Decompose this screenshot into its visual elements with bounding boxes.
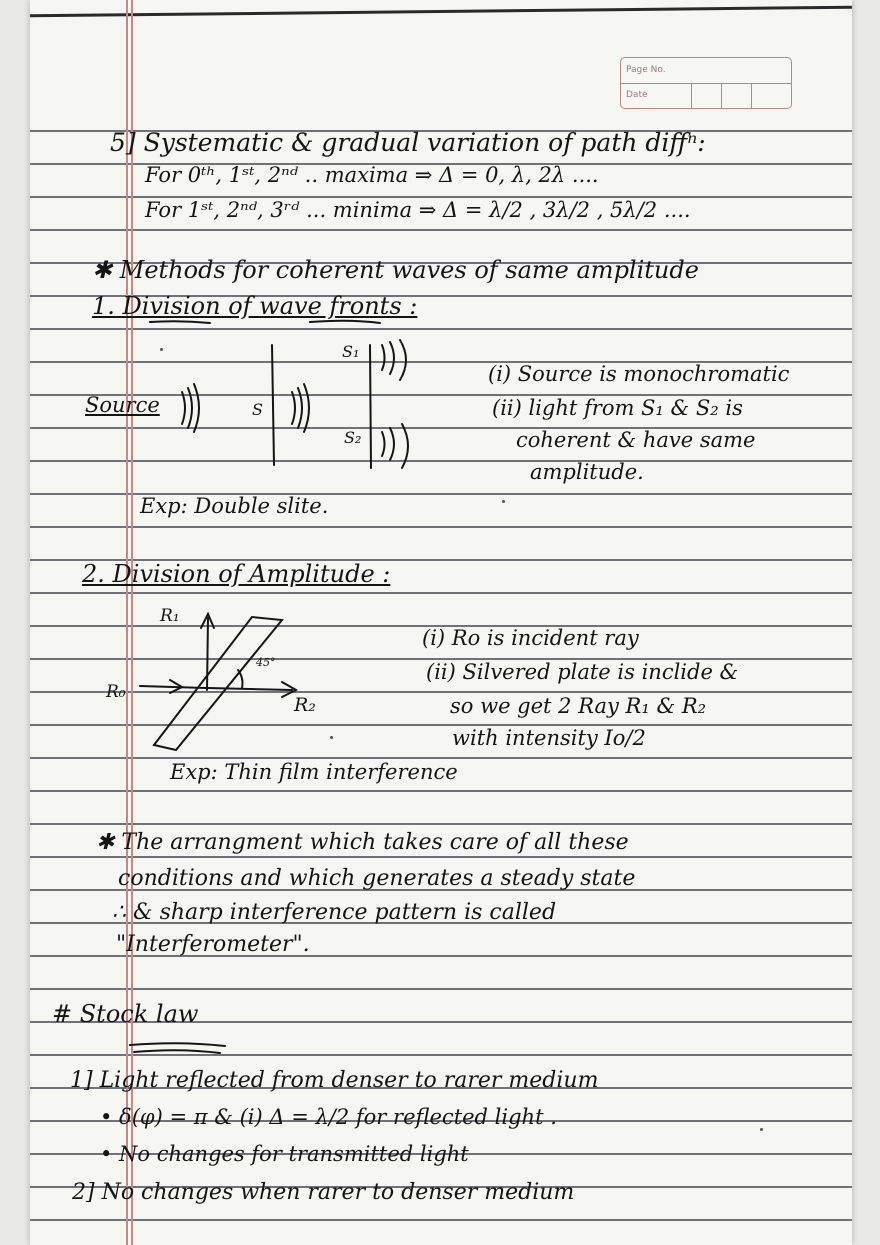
- wavefront-arc: [382, 432, 385, 456]
- ray-r0: [140, 686, 206, 688]
- method-1-note-1: (i) Source is monochromatic: [488, 362, 790, 386]
- interferometer-line-4: "Interferometer".: [116, 932, 310, 957]
- underline: [310, 321, 380, 323]
- date-label: Date: [626, 90, 648, 100]
- stock-law-item-1-bullet-1: • δ(φ) = π & (i) Δ = λ/2 for reflected light .: [100, 1105, 557, 1129]
- stock-law-heading: # Stock law: [52, 1000, 199, 1028]
- wavefront-arc: [382, 345, 385, 370]
- stock-law-item-1-bullet-2: • No changes for transmitted light: [100, 1142, 469, 1166]
- page-no-label: Page No.: [626, 65, 666, 75]
- ink-dot: [330, 736, 333, 739]
- stock-law-item-1: 1] Light reflected from denser to rarer medium: [70, 1068, 599, 1093]
- method-2-note-2: (ii) Silvered plate is inclide &: [426, 660, 739, 684]
- underline: [150, 321, 210, 323]
- wavefront-arc: [390, 342, 394, 374]
- hand-drawn-diagrams: [30, 0, 852, 1245]
- method-2-example: Exp: Thin film interference: [170, 760, 458, 784]
- stock-law-underline: [130, 1043, 225, 1046]
- source-label: Source: [85, 393, 160, 417]
- interferometer-line-1: ✱ The arrangment which takes care of all these: [96, 830, 629, 855]
- ink-dot: [502, 500, 505, 503]
- ray-r1-label: R₁: [160, 606, 180, 626]
- notebook-page: [30, 0, 852, 1245]
- stock-law-item-2: 2] No changes when rarer to denser medium: [72, 1180, 575, 1205]
- method-1-note-3: coherent & have same: [516, 428, 756, 452]
- wavefront-arc: [188, 388, 192, 428]
- ink-dot: [160, 348, 163, 351]
- slit-s1-label: S₁: [342, 342, 360, 361]
- maxima-line: For 0ᵗʰ, 1ˢᵗ, 2ⁿᵈ .. maxima ⇒ Δ = 0, λ, 2λ ....: [145, 163, 599, 187]
- minima-line: For 1ˢᵗ, 2ⁿᵈ, 3ʳᵈ ... minima ⇒ Δ = λ/2 , 3λ/2 , 5λ/2 ....: [145, 198, 691, 222]
- ray-r2-label: R₂: [294, 694, 316, 716]
- stock-law-underline: [134, 1050, 220, 1053]
- wavefront-arc: [304, 384, 309, 432]
- angle-arc: [238, 670, 243, 688]
- slit-barrier-2: [370, 345, 371, 468]
- slit-s-label: S: [252, 400, 263, 419]
- wavefront-arc: [298, 388, 302, 428]
- ray-r2: [208, 688, 292, 690]
- slit-barrier-1: [272, 345, 274, 465]
- angle-label: 45°: [256, 656, 276, 669]
- methods-heading: ✱ Methods for coherent waves of same amplitude: [92, 256, 699, 284]
- method-2-note-3: so we get 2 Ray R₁ & R₂: [450, 694, 707, 718]
- wavefront-arc: [400, 340, 406, 380]
- wavefront-arc: [402, 424, 408, 468]
- slit-s2-label: S₂: [344, 428, 362, 447]
- interferometer-line-2: conditions and which generates a steady state: [118, 866, 636, 891]
- ray-r0-label: R₀: [106, 682, 126, 702]
- method-2-note-1: (i) Ro is incident ray: [422, 626, 639, 650]
- wavefront-arc: [292, 392, 295, 424]
- interferometer-line-3: ∴ & sharp interference pattern is called: [112, 900, 557, 925]
- wavefront-arc: [194, 384, 199, 432]
- ray-r1: [207, 618, 208, 690]
- section-5-heading: 5] Systematic & gradual variation of path diffⁿ:: [110, 128, 706, 157]
- method-2-title: 2. Division of Amplitude :: [82, 560, 391, 588]
- silvered-plate: [154, 617, 282, 750]
- method-1-note-4: amplitude.: [530, 460, 644, 484]
- method-1-example: Exp: Double slite.: [140, 494, 329, 518]
- method-2-note-4: with intensity Io/2: [452, 726, 646, 750]
- method-1-title: 1. Division of wave fronts :: [92, 292, 418, 320]
- wavefront-arc: [182, 392, 185, 424]
- ink-dot: [760, 1128, 763, 1131]
- wavefront-arc: [390, 428, 394, 460]
- method-1-note-2: (ii) light from S₁ & S₂ is: [492, 396, 743, 420]
